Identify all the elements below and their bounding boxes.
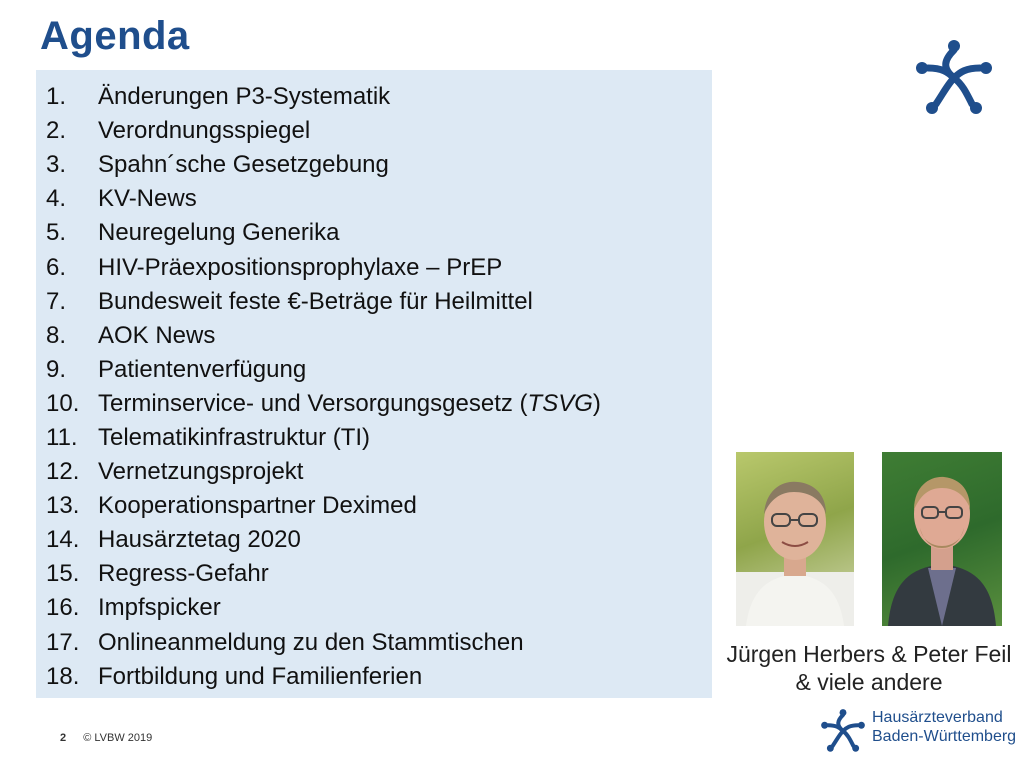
agenda-item-label: Verordnungsspiegel xyxy=(98,117,311,145)
agenda-item-number: 9. xyxy=(46,355,67,383)
agenda-item-label: Bundesweit feste €-Beträge für Heilmittel xyxy=(98,287,533,315)
agenda-item xyxy=(46,660,601,694)
agenda-item-label: Hausärztetag 2020 xyxy=(98,526,301,554)
agenda-item xyxy=(46,523,601,557)
agenda-item xyxy=(46,421,601,455)
agenda-item-number: 6. xyxy=(46,253,67,281)
agenda-item-number: 18. xyxy=(46,662,80,690)
brand-logo-icon xyxy=(820,708,866,754)
agenda-item-number: 12. xyxy=(46,458,80,486)
agenda-item xyxy=(46,387,601,421)
agenda-item xyxy=(46,455,601,489)
agenda-item-label: KV-News xyxy=(98,185,197,213)
agenda-item-number: 7. xyxy=(46,287,67,315)
agenda-item-label: Neuregelung Generika xyxy=(98,219,340,247)
agenda-item-number: 10. xyxy=(46,389,80,417)
agenda-item xyxy=(46,148,601,182)
caption-others: & viele andere xyxy=(795,669,943,695)
agenda-item-label: AOK News xyxy=(98,321,216,349)
agenda-item xyxy=(46,216,601,250)
agenda-list xyxy=(46,80,601,694)
agenda-item-number: 8. xyxy=(46,321,67,349)
agenda-item-number: 17. xyxy=(46,628,80,656)
agenda-item-label-italic: TSVG xyxy=(527,389,593,417)
agenda-item-label: Änderungen P3-Systematik xyxy=(98,83,391,111)
agenda-item-label: Telematikinfrastruktur (TI) xyxy=(98,423,371,451)
agenda-item xyxy=(46,319,601,353)
agenda-item-number: 16. xyxy=(46,594,80,622)
agenda-item xyxy=(46,557,601,591)
slide-title: Agenda xyxy=(40,14,190,58)
agenda-item-number: 1. xyxy=(46,83,67,111)
caption xyxy=(714,640,1024,696)
agenda-item-label: Spahn´sche Gesetzgebung xyxy=(98,151,389,179)
agenda-item-label-suffix: ) xyxy=(592,389,601,417)
agenda-item xyxy=(46,285,601,319)
agenda-item xyxy=(46,250,601,284)
agenda-item-label: Regress-Gefahr xyxy=(98,560,269,588)
agenda-item-label-prefix: Terminservice- und Versorgungsgesetz ( xyxy=(98,389,528,417)
agenda-item-label: Kooperationspartner Deximed xyxy=(98,492,417,520)
agenda-item xyxy=(46,591,601,625)
agenda-item-label: HIV-Präexpositionsprophylaxe – PrEP xyxy=(98,253,503,281)
agenda-item-number: 14. xyxy=(46,526,80,554)
agenda-item-label: Impfspicker xyxy=(98,594,221,622)
brand-line-1: Hausärzteverband xyxy=(872,709,1003,726)
agenda-item-number: 2. xyxy=(46,117,67,145)
agenda-item xyxy=(46,489,601,523)
brand-line-2: Baden-Württemberg xyxy=(872,728,1017,745)
page-number: 2 xyxy=(60,732,67,744)
portrait-photo-right xyxy=(882,452,1002,626)
agenda-item-label: Vernetzungsprojekt xyxy=(98,458,304,486)
agenda-item-number: 5. xyxy=(46,219,67,247)
agenda-item xyxy=(46,626,601,660)
copyright: © LVBW 2019 xyxy=(83,732,153,744)
agenda-item xyxy=(46,80,601,114)
agenda-item xyxy=(46,353,601,387)
association-logo-icon xyxy=(914,38,994,118)
caption-names: Jürgen Herbers & Peter Feil xyxy=(726,641,1012,667)
agenda-panel xyxy=(36,70,712,698)
agenda-item xyxy=(46,114,601,148)
agenda-item-number: 4. xyxy=(46,185,67,213)
agenda-item-number: 3. xyxy=(46,151,67,179)
portrait-photo-left xyxy=(736,452,854,626)
agenda-item-label xyxy=(98,390,601,418)
agenda-item-label: Onlineanmeldung zu den Stammtischen xyxy=(98,628,524,656)
agenda-item-label: Patientenverfügung xyxy=(98,355,307,383)
agenda-item-number: 11. xyxy=(46,423,78,451)
portrait-photos xyxy=(736,452,1002,626)
slide-footer xyxy=(60,732,152,744)
agenda-item-number: 13. xyxy=(46,492,80,520)
brand-name xyxy=(872,708,1016,746)
agenda-item-number: 15. xyxy=(46,560,80,588)
agenda-item-label: Fortbildung und Familienferien xyxy=(98,662,423,690)
agenda-item xyxy=(46,182,601,216)
